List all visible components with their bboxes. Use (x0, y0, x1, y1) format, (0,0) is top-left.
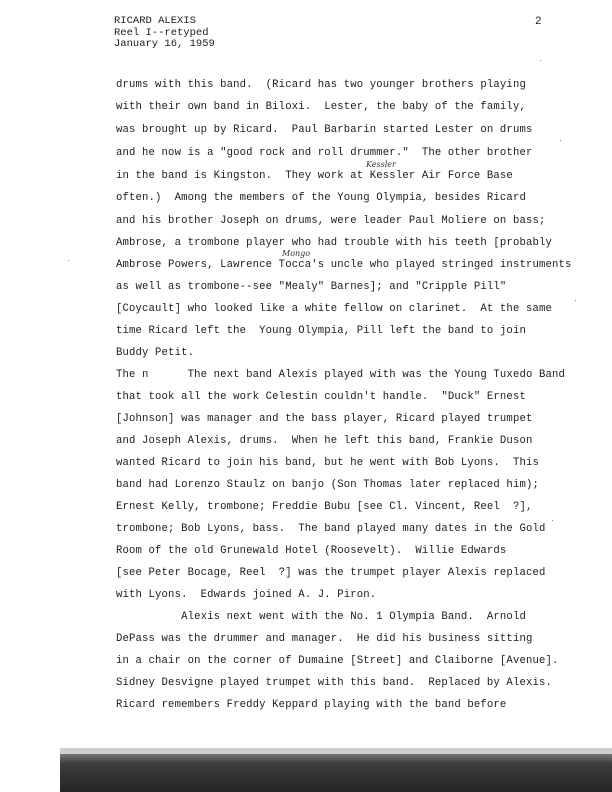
body-line: was brought up by Ricard. Paul Barbarin started Lester on drums (116, 124, 533, 136)
body-line: [see Peter Bocage, Reel ?] was the trumpet player Alexis replaced (116, 567, 546, 579)
handwritten-note: Kessler (366, 160, 396, 169)
body-line: and he now is a "good rock and roll drummer." The other brother (116, 147, 533, 159)
body-line: Ambrose Powers, Lawrence Tocca's uncle who played stringed instruments (116, 259, 572, 271)
body-line: and Joseph Alexis, drums. When he left this band, Frankie Duson (116, 435, 533, 447)
body-line: Alexis next went with the No. 1 Olympia Band. Arnold (116, 611, 526, 623)
body-line: in a chair on the corner of Dumaine [Street] and Claiborne [Avenue]. (116, 655, 559, 667)
body-line: with their own band in Biloxi. Lester, the baby of the family, (116, 101, 526, 113)
body-line: Sidney Desvigne played trumpet with this band. Replaced by Alexis. (116, 677, 552, 689)
body-line: Ernest Kelly, trombone; Freddie Bubu [see Cl. Vincent, Reel ?], (116, 501, 533, 513)
scan-speck (560, 140, 561, 141)
document-header (114, 16, 215, 51)
page-number: 2 (535, 16, 542, 28)
body-line: as well as trombone--see "Mealy" Barnes]; and "Cripple Pill" (116, 281, 507, 293)
body-line: Ricard remembers Freddy Keppard playing with the band before (116, 699, 507, 711)
body-line: Buddy Petit. (116, 347, 195, 359)
body-line: [Johnson] was manager and the bass player, Ricard played trumpet (116, 413, 533, 425)
scan-speck (552, 520, 553, 521)
body-line: band had Lorenzo Staulz on banjo (Son Thomas later replaced him); (116, 479, 539, 491)
body-line: that took all the work Celestin couldn't handle. "Duck" Ernest (116, 391, 526, 403)
body-line: often.) Among the members of the Young Olympia, besides Ricard (116, 192, 526, 204)
body-line: The n The next band Alexis played with was the Young Tuxedo Band (116, 369, 566, 381)
body-line: Room of the old Grunewald Hotel (Roosevelt). Willie Edwards (116, 545, 507, 557)
body-line: and his brother Joseph on drums, were leader Paul Moliere on bass; (116, 215, 546, 227)
scan-speck (68, 260, 69, 261)
reel-label: Reel I--retyped (114, 26, 209, 39)
interviewee-name: RICARD ALEXIS (114, 15, 196, 27)
body-line: DePass was the drummer and manager. He did his business sitting (116, 633, 533, 645)
interview-date: January 16, 1959 (114, 38, 215, 50)
body-line: Ambrose, a trombone player who had trouble with his teeth [probably (116, 237, 552, 249)
scan-edge-shadow (60, 748, 612, 792)
body-line: with Lyons. Edwards joined A. J. Piron. (116, 589, 377, 601)
scan-speck (575, 300, 576, 301)
body-line: drums with this band. (Ricard has two younger brothers playing (116, 79, 526, 91)
body-line: [Coycault] who looked like a white fellow on clarinet. At the same (116, 303, 552, 315)
body-line: in the band is Kingston. They work at Kessler Air Force Base (116, 170, 513, 182)
scan-speck (540, 60, 541, 61)
body-line: time Ricard left the Young Olympia, Pill left the band to join (116, 325, 526, 337)
handwritten-note: Mongo (282, 249, 311, 258)
body-line: trombone; Bob Lyons, bass. The band played many dates in the Gold (116, 523, 546, 535)
body-line: wanted Ricard to join his band, but he went with Bob Lyons. This (116, 457, 539, 469)
